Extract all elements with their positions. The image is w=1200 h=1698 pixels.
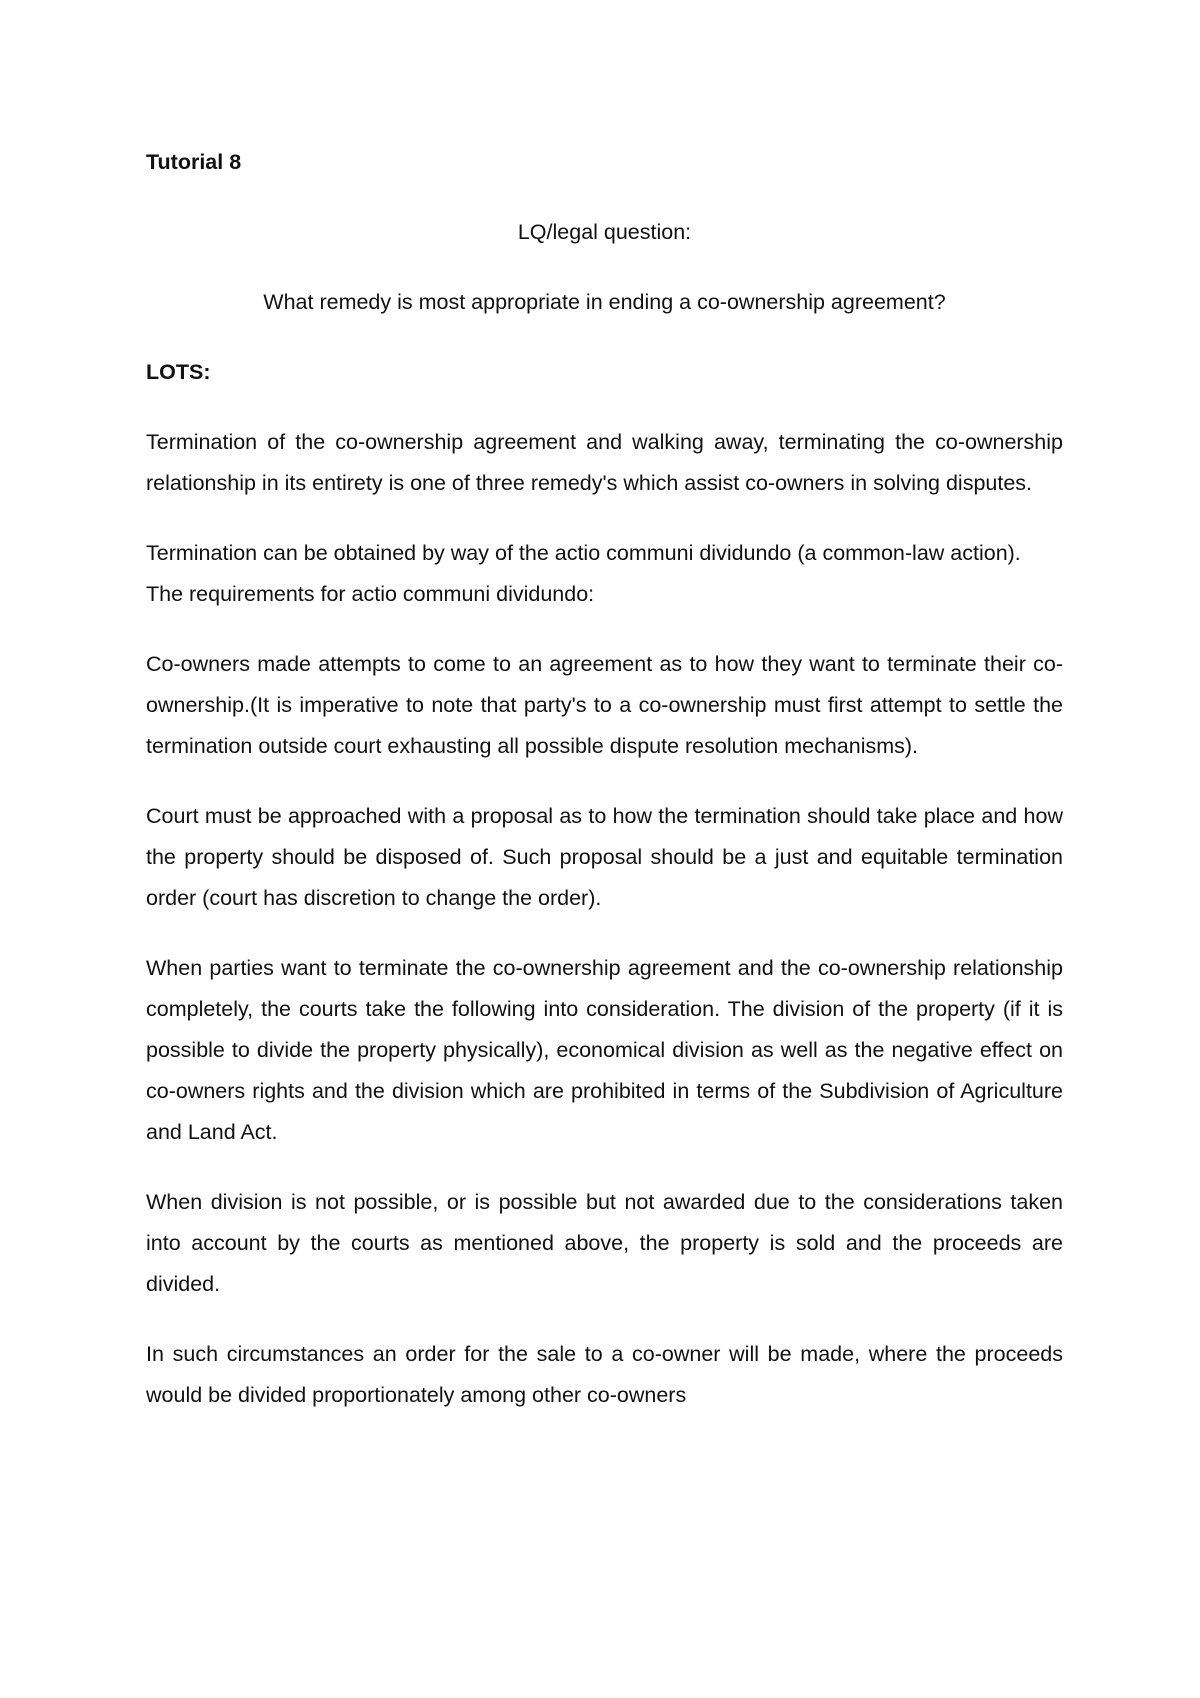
document-body [146, 142, 1063, 1416]
paragraph-court-considerations: When parties want to terminate the co-ownership agreement and the co-ownership relationship completely, the courts take the following into consideration. The division of the property (if it is possible to divide the property physically), economical division as well as the negative effect on co-owners rights and the division which are prohibited in terms of the Subdivision of Agriculture and Land Act. [146, 956, 1063, 1144]
lots-label: LOTS: [146, 360, 211, 384]
paragraph-actio-communi-dividundo: Termination can be obtained by way of the actio communi dividundo (a common-law action). The requirements for actio communi dividundo: [146, 541, 1021, 606]
paragraph-requirement-attempts: Co-owners made attempts to come to an agreement as to how they want to terminate their co-ownership.(It is imperative to note that party's to a co-ownership must first attempt to settle the termination outside court exhausting all possible dispute resolution mechanisms). [146, 652, 1063, 758]
paragraph-requirement-court-proposal: Court must be approached with a proposal as to how the termination should take place and how the property should be disposed of. Such proposal should be a just and equitable termination order (court has discretion to change the order). [146, 804, 1063, 910]
document-title: Tutorial 8 [146, 150, 242, 174]
paragraph-sale-to-co-owner: In such circumstances an order for the sale to a co-owner will be made, where the proceeds would be divided proportionately among other co-owners [146, 1342, 1063, 1407]
legal-question-label: LQ/legal question: [517, 220, 692, 244]
paragraph-property-sold: When division is not possible, or is possible but not awarded due to the considerations taken into account by the courts as mentioned above, the property is sold and the proceeds are divided. [146, 1190, 1063, 1296]
legal-question-text: What remedy is most appropriate in ending a co-ownership agreement? [263, 290, 946, 314]
paragraph-termination-remedy: Termination of the co-ownership agreement and walking away, terminating the co-ownership relationship in its entirety is one of three remedy's which assist co-owners in solving disputes. [146, 430, 1063, 495]
